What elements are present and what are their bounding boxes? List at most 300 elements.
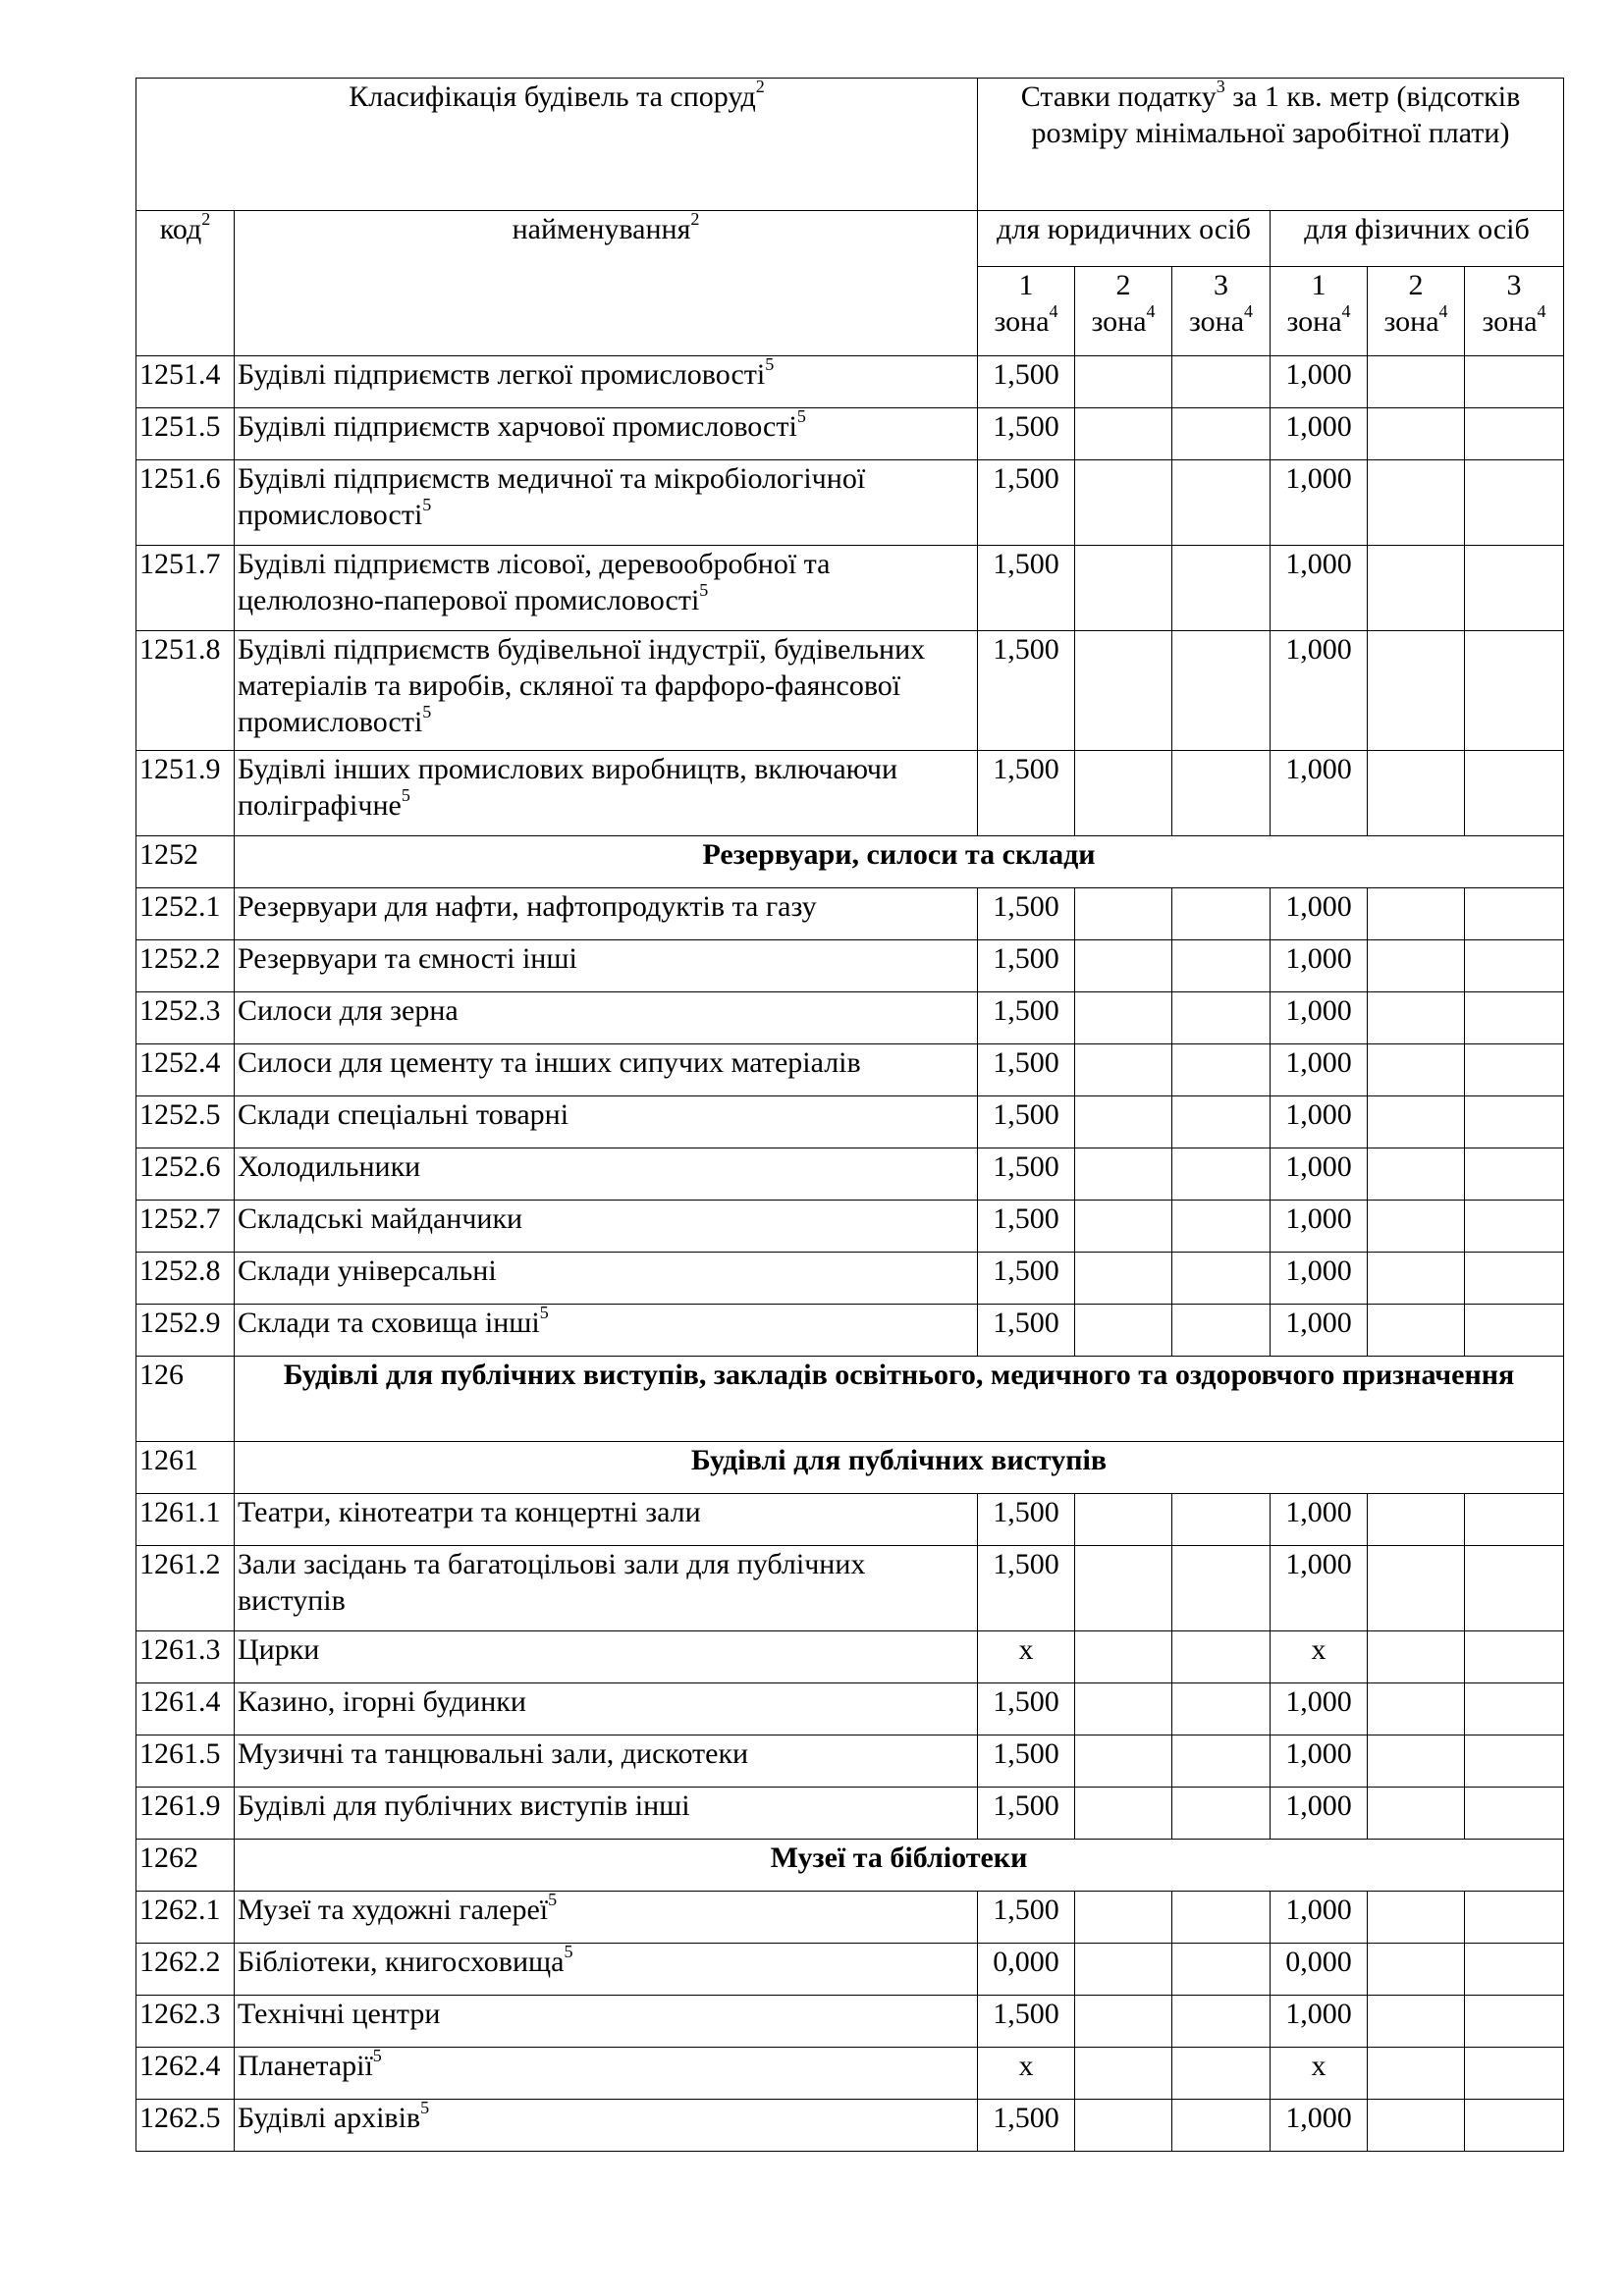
- name-header: [235, 211, 978, 356]
- rate-legal-zone3: [1172, 888, 1271, 940]
- rate-legal-zone3: [1172, 992, 1271, 1044]
- rate-legal-zone1: 1,500: [978, 1305, 1075, 1357]
- table-row: [136, 1944, 1564, 1996]
- name-text: Будівлі для публічних виступів інші: [238, 1789, 690, 1822]
- name-cell: [235, 1996, 978, 2048]
- code-cell: 1261.9: [136, 1788, 235, 1840]
- category-row: [136, 1442, 1564, 1494]
- rate-legal-zone3: [1172, 1253, 1271, 1305]
- name-text: Складські майданчики: [238, 1202, 523, 1235]
- rate-legal-zone3: [1172, 1631, 1271, 1683]
- name-cell: [235, 1788, 978, 1840]
- rate-physical-zone3: [1465, 1631, 1564, 1683]
- code-cell: 1262.4: [136, 2048, 235, 2100]
- rate-legal-zone3: [1172, 1944, 1271, 1996]
- rate-legal-zone1: 1,500: [978, 2100, 1075, 2152]
- code-cell: 126: [136, 1357, 235, 1442]
- code-cell: 1252.6: [136, 1148, 235, 1201]
- rate-physical-zone2: [1368, 356, 1465, 408]
- rate-physical-zone2: [1368, 1546, 1465, 1631]
- code-cell: 1262.2: [136, 1944, 235, 1996]
- physical-persons-header: для фізичних осіб: [1271, 211, 1564, 267]
- name-text: Зали засідань та багатоцільові зали для публічних виступів: [238, 1548, 866, 1617]
- rate-physical-zone3: [1465, 631, 1564, 751]
- name-cell: [235, 460, 978, 546]
- rate-physical-zone1: 1,000: [1271, 1148, 1368, 1201]
- rate-legal-zone2: [1075, 1683, 1172, 1735]
- rate-physical-zone2: [1368, 2048, 1465, 2100]
- table-row: [136, 1253, 1564, 1305]
- table-row: [136, 1305, 1564, 1357]
- rate-physical-zone3: [1465, 992, 1564, 1044]
- rate-legal-zone2: [1075, 1788, 1172, 1840]
- name-label: найменування: [512, 213, 691, 245]
- name-text: Будівлі підприємств будівельної індустрії, будівельних матеріалів та виробів, скляної та фарфоро-фаянсової промисловості: [238, 633, 926, 738]
- rate-legal-zone1: 1,500: [978, 1148, 1075, 1201]
- code-cell: 1252.2: [136, 940, 235, 992]
- rate-legal-zone2: [1075, 2100, 1172, 2152]
- rate-physical-zone2: [1368, 408, 1465, 460]
- rate-physical-zone2: [1368, 940, 1465, 992]
- zone-number: 1: [1018, 269, 1034, 301]
- zone-label: зона: [994, 305, 1050, 338]
- name-cell: [235, 1892, 978, 1944]
- rates-title-cont: за 1 кв. метр (відсотків розміру мінімальної заробітної плати): [1031, 80, 1521, 149]
- rate-legal-zone3: [1172, 2100, 1271, 2152]
- rate-physical-zone3: [1465, 1683, 1564, 1735]
- name-cell: [235, 1044, 978, 1096]
- rate-legal-zone3: [1172, 2048, 1271, 2100]
- rate-legal-zone1: 0,000: [978, 1944, 1075, 1996]
- rate-physical-zone2: [1368, 1201, 1465, 1253]
- name-cell: [235, 888, 978, 940]
- rate-physical-zone2: [1368, 751, 1465, 836]
- code-cell: 1261: [136, 1442, 235, 1494]
- rate-legal-zone3: [1172, 1148, 1271, 1201]
- rate-legal-zone1: 1,500: [978, 1044, 1075, 1096]
- category-row: [136, 836, 1564, 888]
- rate-physical-zone1: 1,000: [1271, 2100, 1368, 2152]
- code-cell: 1251.8: [136, 631, 235, 751]
- table-row: [136, 940, 1564, 992]
- table-row: [136, 1148, 1564, 1201]
- rate-physical-zone2: [1368, 1253, 1465, 1305]
- rate-legal-zone3: [1172, 408, 1271, 460]
- name-text: Будівлі архівів: [238, 2102, 421, 2134]
- rate-physical-zone1: 1,000: [1271, 1253, 1368, 1305]
- table-row: [136, 1631, 1564, 1683]
- rate-legal-zone1: х: [978, 2048, 1075, 2100]
- name-cell: [235, 1201, 978, 1253]
- zone-number: 1: [1311, 269, 1326, 301]
- zone-label: зона: [1188, 305, 1245, 338]
- name-cell: [235, 2100, 978, 2152]
- zone-label: зона: [1286, 305, 1342, 338]
- category-title: Музеї та бібліотеки: [235, 1840, 1564, 1892]
- zone-number: 2: [1115, 269, 1131, 301]
- zone-header: [978, 267, 1075, 356]
- rate-physical-zone3: [1465, 888, 1564, 940]
- rate-legal-zone1: 1,500: [978, 888, 1075, 940]
- rate-legal-zone2: [1075, 1546, 1172, 1631]
- rate-physical-zone3: [1465, 1044, 1564, 1096]
- tax-rates-table: [135, 78, 1564, 2152]
- category-title: Будівлі для публічних виступів: [235, 1442, 1564, 1494]
- rate-physical-zone3: [1465, 1892, 1564, 1944]
- name-text: Склади та сховища інші: [238, 1307, 540, 1339]
- rate-legal-zone2: [1075, 940, 1172, 992]
- name-cell: [235, 1148, 978, 1201]
- classification-title: Класифікація будівель та споруд: [349, 80, 756, 113]
- name-text: Казино, ігорні будинки: [238, 1685, 526, 1718]
- rate-legal-zone1: 1,500: [978, 1096, 1075, 1148]
- rate-legal-zone1: х: [978, 1631, 1075, 1683]
- rate-legal-zone2: [1075, 1892, 1172, 1944]
- name-text: Музичні та танцювальні зали, дискотеки: [238, 1737, 749, 1770]
- name-text: Будівлі інших промислових виробництв, включаючи поліграфічне: [238, 753, 898, 822]
- rate-physical-zone1: 1,000: [1271, 888, 1368, 940]
- table-row: [136, 546, 1564, 631]
- table-row: [136, 408, 1564, 460]
- rate-legal-zone3: [1172, 1044, 1271, 1096]
- code-cell: 1252.1: [136, 888, 235, 940]
- rate-legal-zone1: 1,500: [978, 940, 1075, 992]
- name-text: Музеї та художні галереї: [238, 1894, 549, 1926]
- rate-legal-zone3: [1172, 356, 1271, 408]
- rate-legal-zone3: [1172, 1494, 1271, 1546]
- rate-physical-zone2: [1368, 460, 1465, 546]
- rate-physical-zone1: 1,000: [1271, 751, 1368, 836]
- rate-legal-zone3: [1172, 1788, 1271, 1840]
- footnote-mark: 5: [548, 1890, 558, 1909]
- name-cell: [235, 408, 978, 460]
- zone-number: 2: [1408, 269, 1424, 301]
- rate-physical-zone2: [1368, 1148, 1465, 1201]
- zone-header: [1465, 267, 1564, 356]
- rate-legal-zone2: [1075, 1944, 1172, 1996]
- rate-legal-zone3: [1172, 1683, 1271, 1735]
- name-cell: [235, 1944, 978, 1996]
- name-text: Театри, кінотеатри та концертні зали: [238, 1496, 701, 1528]
- name-cell: [235, 1735, 978, 1788]
- rate-legal-zone2: [1075, 631, 1172, 751]
- table-row: [136, 1546, 1564, 1631]
- name-text: Силоси для цементу та інших сипучих матеріалів: [238, 1046, 861, 1079]
- code-label: код: [159, 213, 202, 245]
- rate-legal-zone2: [1075, 751, 1172, 836]
- name-text: Склади універсальні: [238, 1255, 497, 1287]
- rate-legal-zone3: [1172, 460, 1271, 546]
- table-row: [136, 631, 1564, 751]
- rate-physical-zone2: [1368, 1096, 1465, 1148]
- rate-physical-zone1: 1,000: [1271, 1996, 1368, 2048]
- code-cell: 1251.6: [136, 460, 235, 546]
- rate-physical-zone1: 1,000: [1271, 992, 1368, 1044]
- footnote-mark: 5: [372, 2046, 382, 2065]
- code-cell: 1262: [136, 1840, 235, 1892]
- footnote-mark: 5: [765, 354, 775, 374]
- rate-physical-zone2: [1368, 1788, 1465, 1840]
- name-cell: [235, 1096, 978, 1148]
- rate-legal-zone2: [1075, 2048, 1172, 2100]
- rate-legal-zone1: 1,500: [978, 1253, 1075, 1305]
- code-cell: 1252.5: [136, 1096, 235, 1148]
- rate-physical-zone1: 1,000: [1271, 1892, 1368, 1944]
- header-row-2: [136, 211, 1564, 267]
- rate-physical-zone1: 1,000: [1271, 1735, 1368, 1788]
- rate-physical-zone3: [1465, 356, 1564, 408]
- rate-physical-zone3: [1465, 1944, 1564, 1996]
- code-cell: 1251.5: [136, 408, 235, 460]
- name-cell: [235, 1683, 978, 1735]
- rate-physical-zone3: [1465, 1788, 1564, 1840]
- rate-legal-zone3: [1172, 751, 1271, 836]
- rate-legal-zone1: 1,500: [978, 1201, 1075, 1253]
- rate-physical-zone1: 1,000: [1271, 1546, 1368, 1631]
- rate-physical-zone3: [1465, 408, 1564, 460]
- name-cell: [235, 1494, 978, 1546]
- table-row: [136, 1494, 1564, 1546]
- footnote-mark: 2: [755, 77, 765, 96]
- footnote-mark: 5: [564, 1942, 573, 1961]
- legal-persons-header: для юридичних осіб: [978, 211, 1271, 267]
- rate-physical-zone3: [1465, 751, 1564, 836]
- footnote-mark: 3: [1216, 77, 1225, 96]
- header-row-1: [136, 79, 1564, 211]
- rate-legal-zone3: [1172, 1735, 1271, 1788]
- table-row: [136, 1044, 1564, 1096]
- code-cell: 1262.3: [136, 1996, 235, 2048]
- category-title: Будівлі для публічних виступів, закладів освітнього, медичного та оздоровчого призначення: [235, 1357, 1564, 1442]
- name-text: Цирки: [238, 1633, 320, 1666]
- rate-physical-zone2: [1368, 546, 1465, 631]
- footnote-mark: 4: [1244, 301, 1254, 321]
- category-row: [136, 1840, 1564, 1892]
- name-cell: [235, 940, 978, 992]
- rate-physical-zone1: 1,000: [1271, 1683, 1368, 1735]
- rate-physical-zone1: 0,000: [1271, 1944, 1368, 1996]
- rate-legal-zone3: [1172, 631, 1271, 751]
- rate-physical-zone1: 1,000: [1271, 356, 1368, 408]
- name-text: Резервуари для нафти, нафтопродуктів та газу: [238, 890, 817, 923]
- rates-title: Ставки податку: [1020, 80, 1217, 113]
- table-row: [136, 2048, 1564, 2100]
- rate-legal-zone2: [1075, 1148, 1172, 1201]
- rate-legal-zone1: 1,500: [978, 1996, 1075, 2048]
- footnote-mark: 2: [201, 209, 211, 229]
- rate-physical-zone1: х: [1271, 2048, 1368, 2100]
- rate-legal-zone1: 1,500: [978, 1892, 1075, 1944]
- name-cell: [235, 1631, 978, 1683]
- rate-physical-zone3: [1465, 2100, 1564, 2152]
- rate-legal-zone2: [1075, 1631, 1172, 1683]
- rate-physical-zone1: 1,000: [1271, 940, 1368, 992]
- table-row: [136, 1996, 1564, 2048]
- rate-physical-zone1: 1,000: [1271, 546, 1368, 631]
- rate-legal-zone1: 1,500: [978, 751, 1075, 836]
- rate-legal-zone1: 1,500: [978, 356, 1075, 408]
- table-row: [136, 2100, 1564, 2152]
- table-row: [136, 1735, 1564, 1788]
- code-cell: 1262.1: [136, 1892, 235, 1944]
- rate-physical-zone3: [1465, 1201, 1564, 1253]
- rate-physical-zone2: [1368, 1305, 1465, 1357]
- rate-legal-zone2: [1075, 1253, 1172, 1305]
- footnote-mark: 4: [1438, 301, 1448, 321]
- rate-legal-zone3: [1172, 1305, 1271, 1357]
- rate-physical-zone1: 1,000: [1271, 1201, 1368, 1253]
- rate-legal-zone2: [1075, 992, 1172, 1044]
- footnote-mark: 5: [420, 2098, 430, 2117]
- code-cell: 1251.9: [136, 751, 235, 836]
- rate-physical-zone2: [1368, 888, 1465, 940]
- rate-physical-zone1: х: [1271, 1631, 1368, 1683]
- rate-physical-zone2: [1368, 631, 1465, 751]
- rate-legal-zone2: [1075, 1996, 1172, 2048]
- footnote-mark: 5: [796, 406, 806, 426]
- rate-physical-zone2: [1368, 1996, 1465, 2048]
- rate-legal-zone2: [1075, 1044, 1172, 1096]
- rate-physical-zone2: [1368, 992, 1465, 1044]
- name-cell: [235, 1305, 978, 1357]
- footnote-mark: 2: [690, 209, 700, 229]
- table-row: [136, 1201, 1564, 1253]
- code-cell: 1252.4: [136, 1044, 235, 1096]
- table-row: [136, 751, 1564, 836]
- rate-legal-zone1: 1,500: [978, 992, 1075, 1044]
- rate-physical-zone2: [1368, 1044, 1465, 1096]
- rate-physical-zone3: [1465, 1996, 1564, 2048]
- rate-legal-zone2: [1075, 888, 1172, 940]
- footnote-mark: 4: [1341, 301, 1351, 321]
- name-text: Технічні центри: [238, 1998, 441, 2030]
- zone-header: [1368, 267, 1465, 356]
- name-text: Склади спеціальні товарні: [238, 1098, 569, 1131]
- rate-physical-zone3: [1465, 1546, 1564, 1631]
- rate-physical-zone2: [1368, 1683, 1465, 1735]
- table-row: [136, 1683, 1564, 1735]
- rate-physical-zone3: [1465, 2048, 1564, 2100]
- rate-legal-zone1: 1,500: [978, 631, 1075, 751]
- rate-legal-zone1: 1,500: [978, 1788, 1075, 1840]
- rate-legal-zone2: [1075, 460, 1172, 546]
- name-text: Резервуари та ємності інші: [238, 942, 577, 975]
- code-cell: 1251.4: [136, 356, 235, 408]
- rates-header: [978, 79, 1564, 211]
- rate-physical-zone3: [1465, 460, 1564, 546]
- rate-physical-zone2: [1368, 1944, 1465, 1996]
- rate-legal-zone2: [1075, 356, 1172, 408]
- rate-legal-zone1: 1,500: [978, 1546, 1075, 1631]
- code-cell: 1252.3: [136, 992, 235, 1044]
- zone-number: 3: [1506, 269, 1522, 301]
- name-cell: [235, 1546, 978, 1631]
- name-cell: [235, 631, 978, 751]
- rate-physical-zone3: [1465, 546, 1564, 631]
- rate-legal-zone1: 1,500: [978, 408, 1075, 460]
- rate-legal-zone3: [1172, 1201, 1271, 1253]
- name-cell: [235, 1253, 978, 1305]
- name-text: Будівлі підприємств харчової промисловості: [238, 410, 797, 443]
- category-row: [136, 1357, 1564, 1442]
- code-cell: 1252: [136, 836, 235, 888]
- rate-legal-zone2: [1075, 546, 1172, 631]
- zone-label: зона: [1091, 305, 1147, 338]
- table-row: [136, 356, 1564, 408]
- code-cell: 1252.7: [136, 1201, 235, 1253]
- code-cell: 1262.5: [136, 2100, 235, 2152]
- rate-physical-zone1: 1,000: [1271, 1305, 1368, 1357]
- name-cell: [235, 992, 978, 1044]
- footnote-mark: 5: [699, 580, 709, 600]
- rate-legal-zone3: [1172, 1892, 1271, 1944]
- table-row: [136, 888, 1564, 940]
- rate-legal-zone1: 1,500: [978, 1683, 1075, 1735]
- rate-physical-zone3: [1465, 1096, 1564, 1148]
- name-text: Планетарії: [238, 2050, 373, 2082]
- rate-physical-zone1: 1,000: [1271, 408, 1368, 460]
- name-text: Холодильники: [238, 1150, 421, 1183]
- table-row: [136, 1788, 1564, 1840]
- footnote-mark: 4: [1049, 301, 1058, 321]
- name-text: Силоси для зерна: [238, 994, 459, 1027]
- rate-physical-zone1: 1,000: [1271, 631, 1368, 751]
- code-header: [136, 211, 235, 356]
- code-cell: 1261.1: [136, 1494, 235, 1546]
- rate-physical-zone3: [1465, 1253, 1564, 1305]
- rate-legal-zone1: 1,500: [978, 546, 1075, 631]
- code-cell: 1261.3: [136, 1631, 235, 1683]
- name-text: Будівлі підприємств лісової, деревообробної та целюлозно-паперової промисловості: [238, 548, 831, 616]
- name-text: Бібліотеки, книгосховища: [238, 1946, 565, 1978]
- rate-legal-zone3: [1172, 940, 1271, 992]
- rate-physical-zone3: [1465, 1305, 1564, 1357]
- rate-physical-zone3: [1465, 1494, 1564, 1546]
- name-text: Будівлі підприємств медичної та мікробіологічної промисловості: [238, 462, 866, 531]
- rate-legal-zone2: [1075, 1201, 1172, 1253]
- rate-legal-zone2: [1075, 408, 1172, 460]
- rate-physical-zone3: [1465, 940, 1564, 992]
- zone-header: [1172, 267, 1271, 356]
- code-cell: 1252.8: [136, 1253, 235, 1305]
- rate-legal-zone2: [1075, 1494, 1172, 1546]
- rate-physical-zone1: 1,000: [1271, 460, 1368, 546]
- footnote-mark: 4: [1537, 301, 1546, 321]
- rate-legal-zone1: 1,500: [978, 1494, 1075, 1546]
- name-cell: [235, 2048, 978, 2100]
- code-cell: 1261.2: [136, 1546, 235, 1631]
- rate-physical-zone2: [1368, 1631, 1465, 1683]
- code-cell: 1252.9: [136, 1305, 235, 1357]
- table-row: [136, 460, 1564, 546]
- rate-physical-zone2: [1368, 1735, 1465, 1788]
- zone-header: [1271, 267, 1368, 356]
- code-cell: 1251.7: [136, 546, 235, 631]
- rate-legal-zone2: [1075, 1096, 1172, 1148]
- rate-legal-zone2: [1075, 1735, 1172, 1788]
- table-row: [136, 992, 1564, 1044]
- rate-physical-zone2: [1368, 2100, 1465, 2152]
- zone-header: [1075, 267, 1172, 356]
- table-row: [136, 1096, 1564, 1148]
- rate-physical-zone2: [1368, 1494, 1465, 1546]
- name-cell: [235, 356, 978, 408]
- name-cell: [235, 751, 978, 836]
- footnote-mark: 4: [1146, 301, 1156, 321]
- rate-legal-zone3: [1172, 1996, 1271, 2048]
- footnote-mark: 5: [422, 702, 432, 721]
- footnote-mark: 5: [539, 1303, 549, 1322]
